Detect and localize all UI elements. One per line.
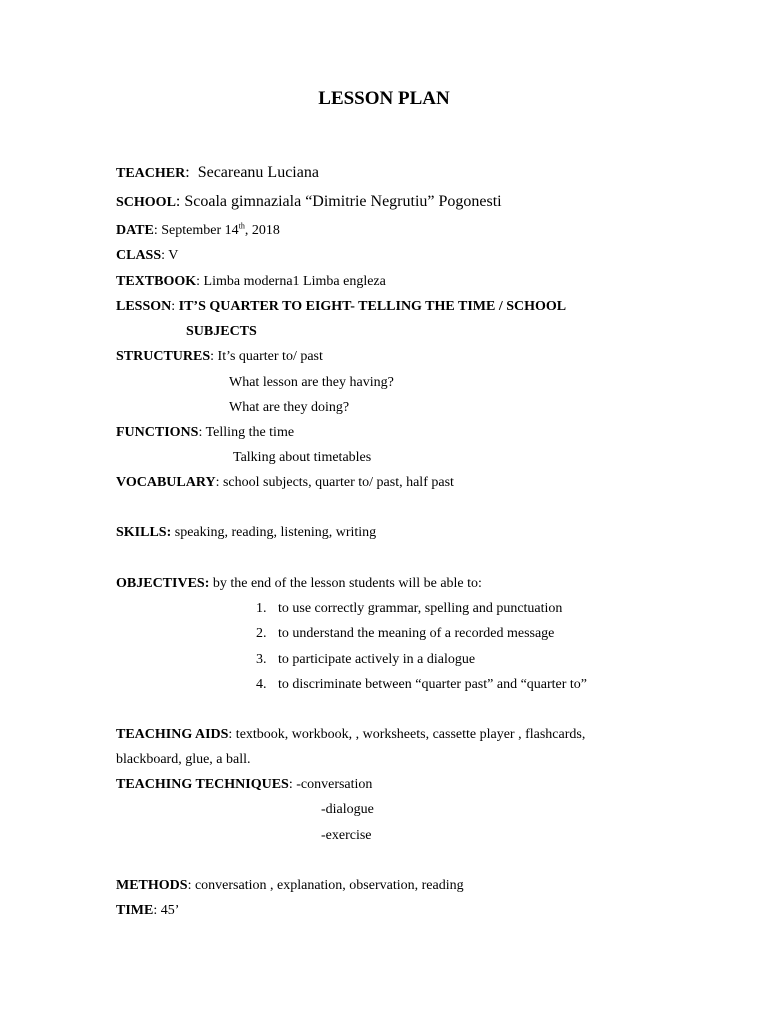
time-value: : 45’	[153, 903, 180, 918]
objective-item	[256, 651, 475, 669]
vocabulary-value: : school subjects, quarter to/ past, half past	[215, 475, 454, 490]
class-label: CLASS	[116, 248, 162, 263]
date-value: : September 14	[153, 223, 239, 238]
teacher-value: Secareanu Luciana	[197, 164, 319, 181]
school-value: Scoala gimnaziala “Dimitrie Negrutiu” Pogonesti	[184, 193, 502, 210]
teaching-techniques-label: TEACHING TECHNIQUES	[116, 777, 289, 792]
lesson-title-cont: SUBJECTS	[186, 324, 257, 339]
class-value: : V	[161, 248, 179, 263]
functions-line	[116, 424, 294, 442]
objective-text: to discriminate between “quarter past” and “quarter to”	[278, 677, 588, 692]
structures-item: What lesson are they having?	[229, 375, 394, 390]
time-line	[116, 902, 179, 920]
teaching-techniques-first: : -conversation	[288, 777, 373, 792]
structures-line	[116, 348, 323, 366]
date-line	[116, 222, 280, 240]
structures-first: : It’s quarter to/ past	[210, 349, 323, 364]
skills-line	[116, 524, 376, 542]
teaching-technique-item: -dialogue	[321, 802, 374, 817]
objective-text: to understand the meaning of a recorded message	[278, 626, 555, 641]
vocabulary-line	[116, 474, 454, 492]
school-label: SCHOOL	[116, 195, 176, 210]
teaching-aids-cont: blackboard, glue, a ball.	[116, 752, 251, 767]
date-label: DATE	[116, 223, 154, 238]
skills-label: SKILLS:	[116, 525, 172, 540]
objective-number: 1.	[256, 601, 267, 616]
textbook-label: TEXTBOOK	[116, 274, 197, 289]
lesson-label: LESSON	[116, 299, 172, 314]
vocabulary-label: VOCABULARY	[116, 475, 216, 490]
time-label: TIME	[116, 903, 154, 918]
functions-item: Talking about timetables	[233, 450, 372, 465]
objectives-label: OBJECTIVES:	[116, 576, 210, 591]
textbook-line	[116, 273, 386, 291]
teaching-aids-line	[116, 726, 585, 744]
page-title: LESSON PLAN	[318, 88, 450, 109]
textbook-value: : Limba moderna1 Limba engleza	[196, 274, 386, 289]
school-sep: :	[175, 193, 181, 210]
structures-label: STRUCTURES	[116, 349, 211, 364]
teaching-techniques-line	[116, 776, 372, 794]
objective-item	[256, 600, 562, 618]
skills-value: speaking, reading, listening, writing	[171, 525, 377, 540]
objective-item	[256, 676, 587, 694]
lesson-sep: :	[171, 299, 179, 314]
teaching-technique-item: -exercise	[321, 828, 372, 843]
objectives-intro: by the end of the lesson students will be able to:	[209, 576, 482, 591]
lesson-line	[116, 298, 566, 316]
objective-number: 4.	[256, 677, 267, 692]
objective-item	[256, 625, 554, 643]
objective-number: 2.	[256, 626, 267, 641]
objective-text: to use correctly grammar, spelling and punctuation	[278, 601, 563, 616]
school-line	[116, 193, 502, 212]
objective-text: to participate actively in a dialogue	[278, 652, 476, 667]
teacher-line	[116, 164, 319, 183]
teaching-aids-label: TEACHING AIDS	[116, 727, 229, 742]
teacher-label: TEACHER	[116, 166, 186, 181]
functions-first: : Telling the time	[198, 425, 295, 440]
objectives-line	[116, 575, 482, 593]
date-year: , 2018	[244, 223, 280, 238]
methods-value: : conversation , explanation, observation, reading	[187, 878, 464, 893]
date-ordinal: th	[238, 221, 245, 231]
teacher-sep: :	[185, 164, 190, 181]
teaching-aids-value: : textbook, workbook, , worksheets, cassette player , flashcards,	[228, 727, 586, 742]
lesson-title: IT’S QUARTER TO EIGHT- TELLING THE TIME / SCHOOL	[178, 299, 567, 314]
class-line	[116, 247, 178, 265]
methods-line	[116, 877, 464, 895]
structures-item: What are they doing?	[229, 400, 350, 415]
objective-number: 3.	[256, 652, 267, 667]
methods-label: METHODS	[116, 878, 188, 893]
functions-label: FUNCTIONS	[116, 425, 199, 440]
